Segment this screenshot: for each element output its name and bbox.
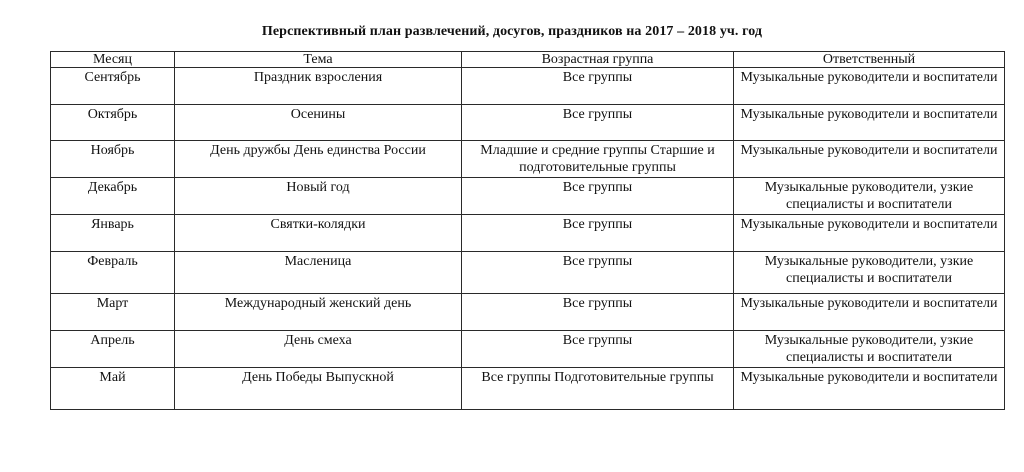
cell-month: Ноябрь [51,141,175,178]
cell-age-group: Все группы [462,294,734,331]
cell-month: Февраль [51,252,175,294]
cell-month: Октябрь [51,105,175,141]
cell-age-group: Все группы [462,178,734,215]
table-row [51,294,1005,331]
cell-topic: Праздник взросления [175,68,462,105]
table-header-row [51,52,1005,68]
cell-responsible: Музыкальные руководители и воспитатели [734,294,1005,331]
cell-age-group: Все группы [462,68,734,105]
cell-month: Сентябрь [51,68,175,105]
document-title: Перспективный план развлечений, досугов, праздников на 2017 – 2018 уч. год [261,24,763,39]
table-row [51,105,1005,141]
cell-age-group: Все группы Подготовительные группы [462,368,734,410]
cell-month: Декабрь [51,178,175,215]
table-row [51,368,1005,410]
cell-topic: Масленица [175,252,462,294]
header-responsible: Ответственный [734,52,1005,68]
cell-month: Январь [51,215,175,252]
table-row [51,215,1005,252]
cell-topic: Святки-колядки [175,215,462,252]
table-row [51,331,1005,368]
cell-responsible: Музыкальные руководители, узкие специалисты и воспитатели [734,252,1005,294]
header-month: Месяц [51,52,175,68]
cell-topic: День Победы Выпускной [175,368,462,410]
cell-responsible: Музыкальные руководители, узкие специалисты и воспитатели [734,331,1005,368]
cell-topic: День смеха [175,331,462,368]
table-row [51,252,1005,294]
cell-responsible: Музыкальные руководители и воспитатели [734,68,1005,105]
cell-age-group: Все группы [462,105,734,141]
cell-topic: День дружбы День единства России [175,141,462,178]
cell-responsible: Музыкальные руководители и воспитатели [734,215,1005,252]
cell-age-group: Все группы [462,215,734,252]
header-age-group: Возрастная группа [462,52,734,68]
cell-age-group: Младшие и средние группы Старшие и подготовительные группы [462,141,734,178]
cell-month: Март [51,294,175,331]
header-topic: Тема [175,52,462,68]
cell-age-group: Все группы [462,331,734,368]
cell-responsible: Музыкальные руководители, узкие специалисты и воспитатели [734,178,1005,215]
cell-topic: Новый год [175,178,462,215]
cell-topic: Осенины [175,105,462,141]
table-row [51,178,1005,215]
cell-month: Апрель [51,331,175,368]
table-row [51,141,1005,178]
cell-topic: Международный женский день [175,294,462,331]
cell-responsible: Музыкальные руководители и воспитатели [734,368,1005,410]
cell-month: Май [51,368,175,410]
plan-table [50,51,1005,410]
cell-responsible: Музыкальные руководители и воспитатели [734,141,1005,178]
cell-responsible: Музыкальные руководители и воспитатели [734,105,1005,141]
table-row [51,68,1005,105]
cell-age-group: Все группы [462,252,734,294]
